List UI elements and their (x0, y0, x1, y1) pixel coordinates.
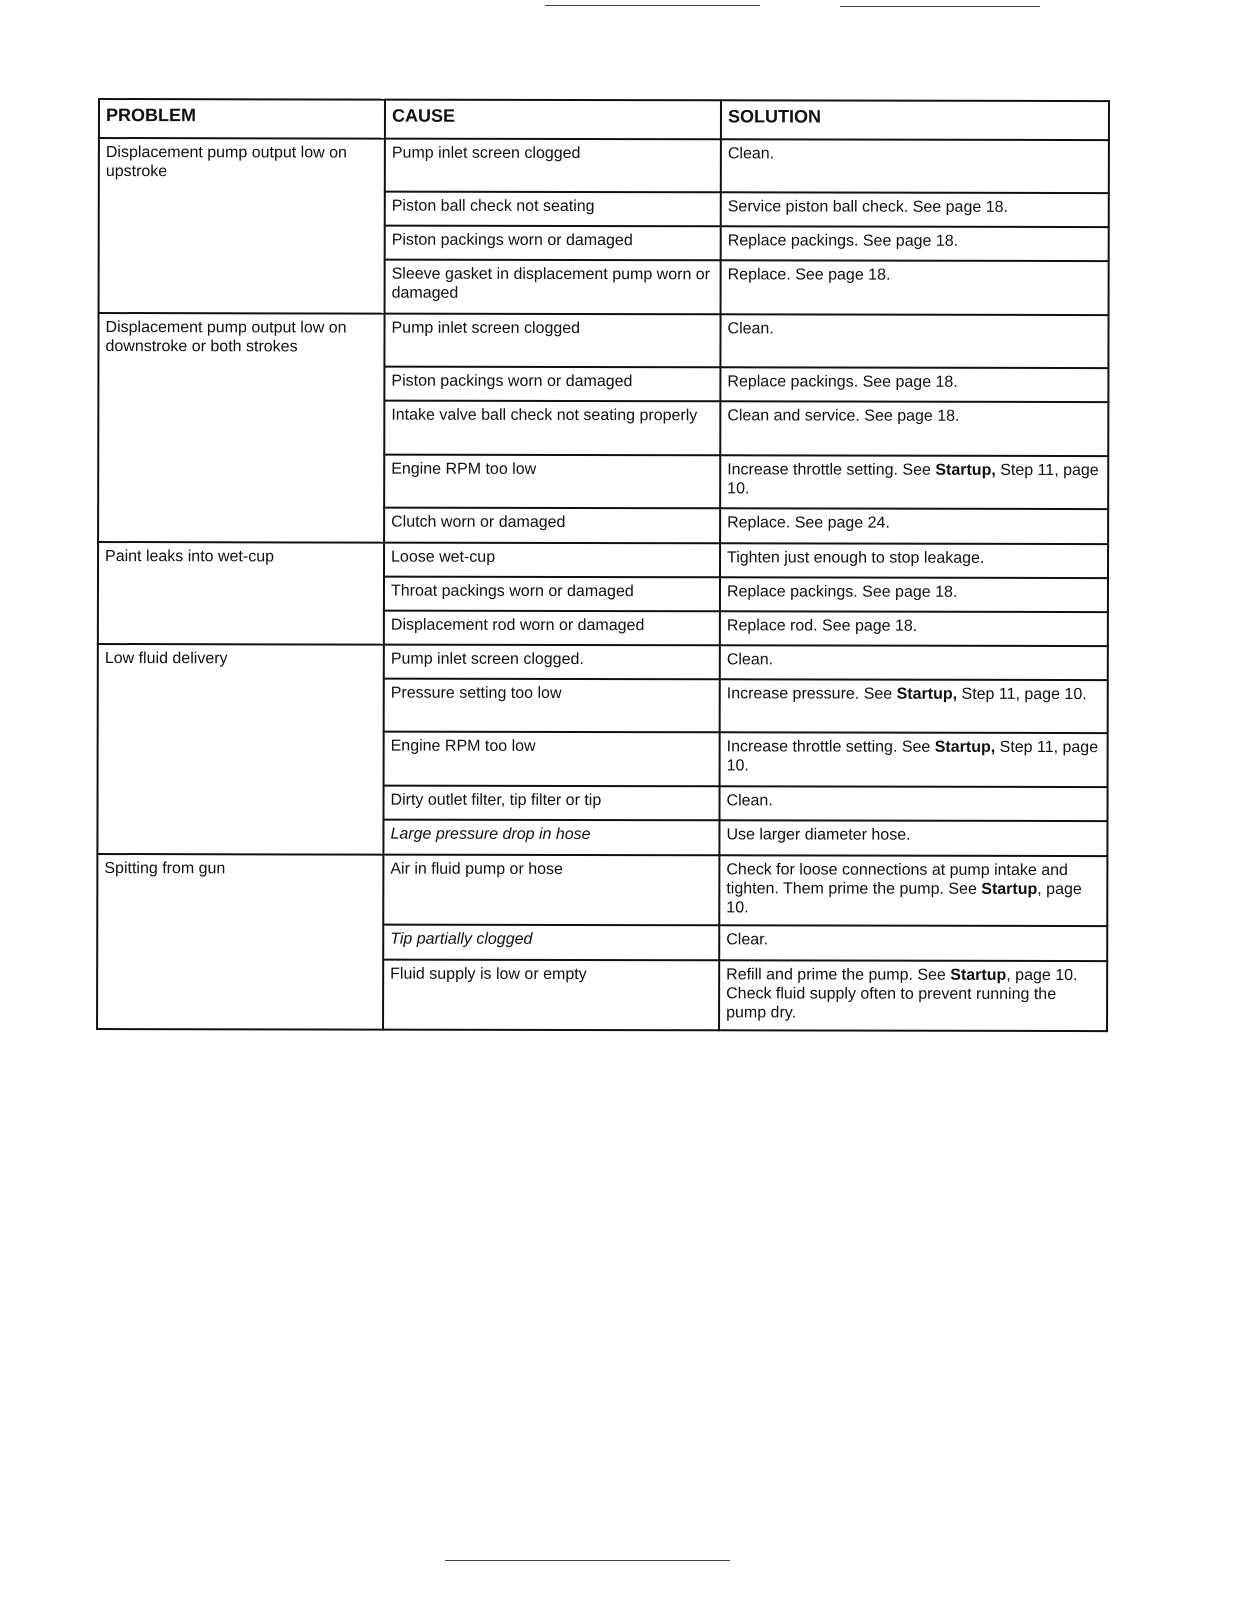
scan-artifact-line (545, 5, 760, 6)
cause-cell: Large pressure drop in hose (383, 820, 719, 856)
scan-artifact-line (840, 6, 1040, 7)
solution-text: Replace rod. See page 18. (726, 617, 918, 635)
solution-text: Replace. See page 24. (727, 514, 890, 532)
solution-text: Service piston ball check. See page 18. (727, 198, 1008, 216)
cause-cell: Air in fluid pump or hose (383, 855, 719, 926)
solution-text: Tighten just enough to stop leakage. (727, 549, 985, 567)
solution-cell (720, 611, 1108, 646)
cause-cell: Engine RPM too low (384, 455, 720, 509)
solution-cell (721, 192, 1109, 227)
solution-cell (720, 401, 1108, 456)
solution-cell (721, 260, 1109, 315)
table-row (98, 542, 1108, 578)
problem-cell: Spitting from gun (97, 854, 383, 1030)
solution-cell (719, 820, 1107, 856)
solution-text: Increase pressure. See (726, 685, 897, 703)
solution-cell (720, 455, 1108, 509)
cause-cell: Intake valve ball check not seating properly (384, 401, 720, 456)
problem-cell: Low fluid delivery (97, 644, 383, 855)
cause-cell: Loose wet-cup (384, 543, 720, 578)
problem-cell: Displacement pump output low on downstroke or both strokes (98, 313, 384, 543)
scan-artifact-line (445, 1560, 730, 1561)
solution-text-after: Step 11, page 10. (727, 461, 1099, 498)
solution-reference-bold: Startup (950, 966, 1007, 984)
solution-reference-bold: Startup, (896, 685, 958, 703)
solution-text: Refill and prime the pump. See (726, 966, 951, 984)
cause-cell: Tip partially clogged (383, 925, 719, 961)
solution-text: Use larger diameter hose. (726, 826, 911, 844)
solution-text-after: , page 10. (726, 880, 1082, 917)
solution-text-after: Step 11, page 10. (726, 738, 1099, 775)
solution-cell (720, 645, 1108, 680)
solution-cell (720, 314, 1108, 368)
table-row (98, 313, 1108, 368)
header-cause: CAUSE (385, 100, 721, 140)
cause-cell: Fluid supply is low or empty (383, 960, 719, 1031)
cause-cell: Pump inlet screen clogged (385, 139, 721, 193)
solution-cell (721, 139, 1109, 193)
solution-cell (720, 679, 1108, 733)
solution-cell (720, 732, 1108, 787)
solution-text: Clean. (726, 792, 773, 810)
solution-text: Increase throttle setting. See (727, 461, 936, 479)
cause-cell: Dirty outlet filter, tip filter or tip (383, 786, 719, 821)
cause-cell: Sleeve gasket in displacement pump worn or damaged (385, 260, 721, 315)
table-row (99, 138, 1109, 193)
header-problem: PROBLEM (99, 99, 385, 139)
solution-cell (719, 855, 1107, 926)
table-header-row (99, 99, 1109, 140)
cause-cell: Throat packings worn or damaged (384, 577, 720, 612)
solution-text-after: Step 11, page 10. (957, 685, 1087, 704)
solution-text: Clean. (726, 651, 774, 669)
cause-cell: Pressure setting too low (384, 679, 720, 733)
solution-cell (719, 960, 1107, 1031)
solution-text: Clean. (727, 320, 774, 338)
solution-text: Replace packings. See page 18. (727, 232, 959, 250)
solution-text: Replace packings. See page 18. (727, 373, 958, 391)
table-row (97, 854, 1107, 926)
cause-cell: Pump inlet screen clogged (384, 314, 720, 368)
solution-text-after: , page 10. Check fluid supply often to prevent running the pump dry. (726, 966, 1078, 1022)
solution-text: Replace packings. See page 18. (726, 583, 958, 601)
solution-cell (720, 508, 1108, 544)
cause-cell: Piston packings worn or damaged (384, 367, 720, 402)
problem-cell: Displacement pump output low on upstroke (99, 138, 385, 314)
solution-cell (720, 577, 1108, 612)
solution-text: Check for loose connections at pump intake and tighten. Them prime the pump. See (726, 861, 1068, 898)
solution-text: Replace. See page 18. (727, 266, 891, 284)
header-solution: SOLUTION (721, 100, 1109, 140)
cause-cell: Clutch worn or damaged (384, 508, 720, 544)
table-row (98, 644, 1108, 680)
cause-cell: Displacement rod worn or damaged (384, 611, 720, 646)
solution-cell (720, 367, 1108, 402)
solution-reference-bold: Startup, (935, 461, 996, 479)
cause-cell: Pump inlet screen clogged. (384, 645, 720, 680)
solution-text: Clean and service. See page 18. (727, 407, 960, 425)
solution-text: Clear. (726, 931, 769, 949)
solution-cell (720, 543, 1108, 578)
solution-reference-bold: Startup, (934, 738, 996, 756)
solution-text: Clean. (727, 145, 775, 163)
troubleshooting-table (96, 98, 1110, 1032)
solution-cell (721, 226, 1109, 261)
problem-cell: Paint leaks into wet-cup (98, 542, 384, 645)
cause-cell: Piston packings worn or damaged (385, 226, 721, 261)
cause-cell: Piston ball check not seating (385, 192, 721, 227)
cause-cell: Engine RPM too low (384, 732, 720, 787)
solution-cell (719, 786, 1107, 821)
solution-reference-bold: Startup (981, 880, 1038, 898)
solution-cell (719, 925, 1107, 961)
solution-text: Increase throttle setting. See (726, 738, 935, 756)
